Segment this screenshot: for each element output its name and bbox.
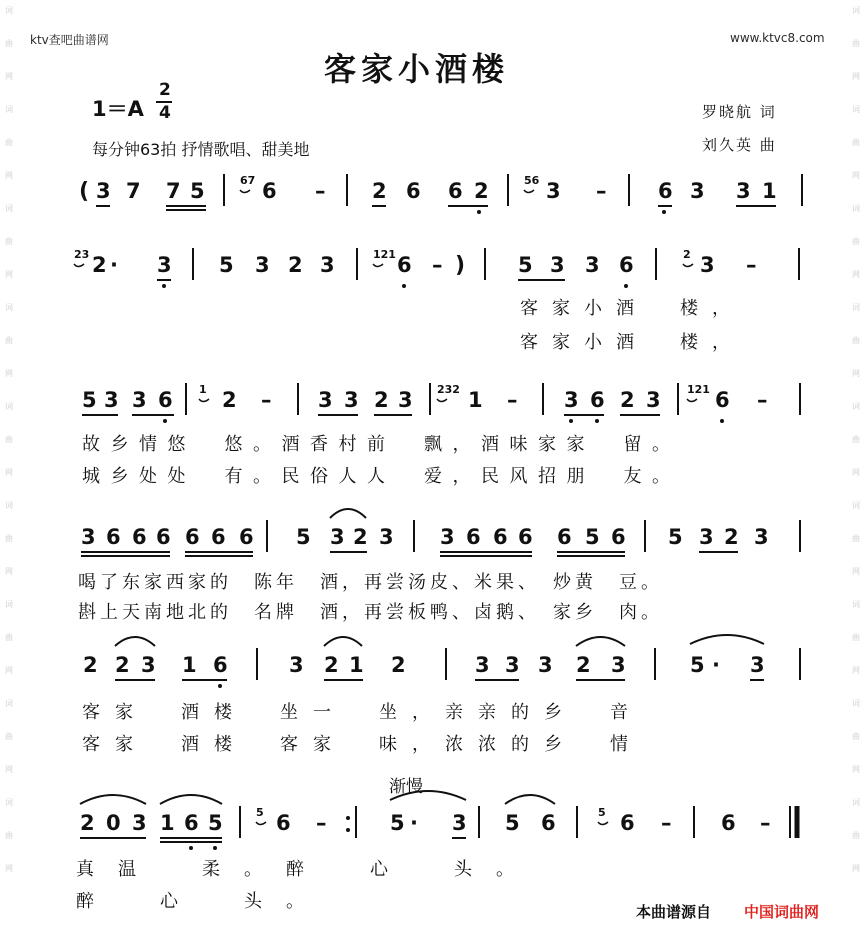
note: 6: [466, 525, 481, 549]
watermark-glyph: 网: [5, 171, 13, 180]
note: 2: [222, 388, 237, 412]
site-name-left: ktv查吧曲谱网: [30, 33, 109, 47]
lyricist-credit: 罗晓航 词: [702, 103, 777, 121]
watermark-glyph: 词: [5, 798, 13, 807]
watermark-glyph: 词: [5, 402, 13, 411]
watermark-glyph: 词: [5, 105, 13, 114]
ritardando-marking: 渐慢: [389, 777, 423, 797]
note: 6: [721, 811, 736, 835]
octave-dot: [213, 846, 217, 850]
watermark-glyph: 词: [5, 699, 13, 708]
note: 3: [440, 525, 455, 549]
note: 6: [262, 179, 277, 203]
watermark-glyph: 网: [5, 567, 13, 576]
watermark-glyph: 网: [5, 72, 13, 81]
note: 3: [564, 388, 579, 412]
watermark-glyph: 词: [852, 6, 860, 15]
note: 3: [289, 653, 304, 677]
note: 2: [324, 653, 339, 677]
note: 3: [132, 388, 147, 412]
grace-tie: [437, 399, 447, 402]
slur: [324, 637, 362, 646]
note: 2: [372, 179, 387, 203]
note: 6: [239, 525, 254, 549]
octave-dot: [595, 419, 599, 423]
note: 3: [318, 388, 333, 412]
note: 3: [330, 525, 345, 549]
note: 3: [611, 653, 626, 677]
note: 6: [611, 525, 626, 549]
watermark-glyph: 网: [852, 72, 860, 81]
watermark-glyph: 网: [852, 468, 860, 477]
note: 3: [452, 811, 467, 835]
paren: (: [79, 179, 90, 204]
note: 3: [538, 653, 553, 677]
note: 6: [541, 811, 556, 835]
note: 6: [397, 253, 412, 277]
note: 6: [184, 811, 199, 835]
watermark-glyph: 词: [852, 303, 860, 312]
note: 6: [658, 179, 673, 203]
watermark-glyph: 网: [852, 171, 860, 180]
note: 3: [505, 653, 520, 677]
note: 7: [126, 179, 141, 203]
note: 3: [646, 388, 661, 412]
note: 2: [353, 525, 368, 549]
watermark-glyph: 网: [852, 864, 860, 873]
note: 6: [276, 811, 291, 835]
note: 3: [398, 388, 413, 412]
source-site: 中国词曲网: [744, 903, 820, 921]
watermark-glyph: 网: [5, 666, 13, 675]
composer-credit: 刘久英 曲: [702, 136, 777, 154]
note: 5: [296, 525, 311, 549]
watermark-glyph: 网: [852, 765, 860, 774]
slur: [115, 637, 155, 646]
note: ·: [410, 811, 418, 835]
watermark-glyph: 词: [852, 204, 860, 213]
watermark-glyph: 曲: [5, 732, 13, 741]
note: 6: [493, 525, 508, 549]
grace-tie: [687, 399, 697, 402]
time-signature-top: 2: [159, 80, 171, 100]
note: 6: [620, 811, 635, 835]
key-signature: 1＝A: [92, 97, 144, 121]
note: –: [261, 388, 272, 412]
watermark-glyph: 曲: [852, 435, 860, 444]
grace-tie: [373, 264, 383, 267]
note: 3: [344, 388, 359, 412]
watermark-glyph: 词: [852, 600, 860, 609]
watermark-glyph: 词: [852, 699, 860, 708]
note: –: [661, 811, 672, 835]
octave-dot: [720, 419, 724, 423]
note: 6: [132, 525, 147, 549]
note: 6: [106, 525, 121, 549]
watermark-glyph: 词: [852, 501, 860, 510]
note: 2: [83, 653, 98, 677]
note: 5: [668, 525, 683, 549]
note: 2: [620, 388, 635, 412]
note: 6: [715, 388, 730, 412]
note: 3: [157, 253, 172, 277]
grace-note: 232: [437, 383, 460, 396]
watermark-glyph: 网: [5, 369, 13, 378]
lyric-line-5-verse1: 客家 酒楼 坐一 坐，亲亲的乡 音: [82, 702, 643, 723]
grace-tie: [524, 190, 534, 193]
grace-note: 23: [74, 248, 90, 261]
note: 3: [104, 388, 119, 412]
slur: [160, 795, 222, 804]
octave-dot: [569, 419, 573, 423]
watermark-glyph: 网: [852, 666, 860, 675]
octave-dot: [346, 828, 350, 832]
grace-tie: [199, 399, 209, 402]
note: 3: [96, 179, 111, 203]
watermark-glyph: 网: [852, 369, 860, 378]
grace-note: 2: [683, 248, 691, 261]
note: 3: [546, 179, 561, 203]
watermark-glyph: 曲: [5, 831, 13, 840]
octave-dot: [477, 210, 481, 214]
note: 2: [724, 525, 739, 549]
watermark-glyph: 曲: [852, 39, 860, 48]
note: 3: [736, 179, 751, 203]
note: –: [507, 388, 518, 412]
grace-note: 67: [240, 174, 256, 187]
note: 6: [518, 525, 533, 549]
note: 5: [690, 653, 705, 677]
watermark-glyph: 词: [5, 303, 13, 312]
note: 1: [762, 179, 777, 203]
note: 2: [374, 388, 389, 412]
note: 2: [474, 179, 489, 203]
note: 6: [185, 525, 200, 549]
grace-note: 121: [373, 248, 396, 261]
note: 0: [106, 811, 121, 835]
watermark-glyph: 词: [5, 204, 13, 213]
watermark-glyph: 曲: [5, 138, 13, 147]
watermark-glyph: 曲: [5, 237, 13, 246]
slur: [330, 509, 366, 518]
site-url-right: www.ktvc8.com: [730, 31, 825, 45]
note: 6: [590, 388, 605, 412]
note: 2: [576, 653, 591, 677]
watermark-glyph: 曲: [852, 633, 860, 642]
grace-note: 5: [598, 806, 606, 819]
note: 1: [182, 653, 197, 677]
note: 2: [80, 811, 95, 835]
note: 7: [166, 179, 181, 203]
note: –: [746, 253, 757, 277]
octave-dot: [162, 284, 166, 288]
note: 3: [700, 253, 715, 277]
note: 6: [156, 525, 171, 549]
note: 6: [406, 179, 421, 203]
grace-note: 5: [256, 806, 264, 819]
watermark-glyph: 词: [852, 798, 860, 807]
note: –: [596, 179, 607, 203]
note: 6: [158, 388, 173, 412]
octave-dot: [402, 284, 406, 288]
lyric-line-6-verse2: 醉 心 头。: [76, 891, 328, 912]
time-signature-bottom: 4: [159, 103, 171, 123]
note: 5: [390, 811, 405, 835]
note: 5: [219, 253, 234, 277]
watermark-glyph: 曲: [852, 237, 860, 246]
lyric-line-2-verse1: 客家小酒 楼，: [520, 298, 744, 319]
watermark-glyph: 词: [5, 501, 13, 510]
octave-dot: [163, 419, 167, 423]
slur: [690, 635, 764, 644]
note: 3: [750, 653, 765, 677]
note: –: [432, 253, 443, 277]
watermark-glyph: 网: [5, 270, 13, 279]
lyric-line-3-verse1: 故乡情悠 悠。酒香村前 飘，酒味家家 留。: [82, 434, 681, 455]
grace-tie: [74, 264, 84, 267]
octave-dot: [624, 284, 628, 288]
slur: [576, 637, 625, 646]
octave-dot: [662, 210, 666, 214]
slur: [80, 795, 146, 804]
note: –: [316, 811, 327, 835]
grace-note: 121: [687, 383, 710, 396]
note: 1: [349, 653, 364, 677]
octave-dot: [189, 846, 193, 850]
watermark-glyph: 网: [852, 270, 860, 279]
note: ·: [712, 653, 720, 677]
octave-dot: [346, 816, 350, 820]
note: 3: [320, 253, 335, 277]
note: 5: [505, 811, 520, 835]
watermark-glyph: 曲: [852, 336, 860, 345]
watermark-glyph: 曲: [852, 732, 860, 741]
watermark-glyph: 曲: [5, 336, 13, 345]
note: 3: [141, 653, 156, 677]
lyric-line-2-verse2: 客家小酒 楼，: [520, 332, 744, 353]
note: 2: [92, 253, 107, 277]
watermark-glyph: 词: [5, 600, 13, 609]
note: 3: [690, 179, 705, 203]
grace-note: 56: [524, 174, 540, 187]
note: –: [760, 811, 771, 835]
note: 1: [468, 388, 483, 412]
watermark-glyph: 曲: [852, 831, 860, 840]
watermark-glyph: 网: [5, 468, 13, 477]
watermark-glyph: 词: [5, 6, 13, 15]
song-title: 客家小酒楼: [324, 50, 510, 88]
lyric-line-4-verse1: 喝了东家西家的 陈年 酒，再尝汤皮、米果、 炒黄 豆。: [78, 572, 663, 593]
note: 3: [550, 253, 565, 277]
watermark-glyph: 曲: [852, 138, 860, 147]
watermark-glyph: 网: [5, 765, 13, 774]
grace-tie: [256, 822, 266, 825]
note: 3: [81, 525, 96, 549]
watermark-glyph: 曲: [5, 39, 13, 48]
tempo-marking: 每分钟63拍 抒情歌唱、甜美地: [92, 140, 310, 159]
note: 3: [754, 525, 769, 549]
note: ·: [110, 253, 118, 277]
note: 2: [391, 653, 406, 677]
lyric-line-5-verse2: 客家 酒楼 客家 味，浓浓的乡 情: [82, 734, 643, 755]
note: –: [757, 388, 768, 412]
watermark-glyph: 曲: [5, 633, 13, 642]
note: 3: [585, 253, 600, 277]
note: 5: [518, 253, 533, 277]
octave-dot: [218, 684, 222, 688]
note: 6: [211, 525, 226, 549]
lyric-line-4-verse2: 斟上天南地北的 名牌 酒，再尝板鸭、卤鹅、 家乡 肉。: [78, 602, 663, 623]
watermark-glyph: 词: [852, 105, 860, 114]
grace-note: 1: [199, 383, 207, 396]
note: 6: [448, 179, 463, 203]
slur: [505, 795, 555, 804]
note: 6: [619, 253, 634, 277]
note: 3: [475, 653, 490, 677]
note: 2: [288, 253, 303, 277]
grace-tie: [683, 264, 693, 267]
lyric-line-3-verse2: 城乡处处 有。民俗人人 爱，民风招朋 友。: [82, 466, 681, 487]
paren: ): [455, 253, 466, 278]
note: 3: [379, 525, 394, 549]
note: 1: [160, 811, 175, 835]
note: 6: [213, 653, 228, 677]
note: 5: [82, 388, 97, 412]
note: 5: [585, 525, 600, 549]
note: 5: [190, 179, 205, 203]
note: –: [315, 179, 326, 203]
note: 6: [557, 525, 572, 549]
note: 2: [115, 653, 130, 677]
watermark-glyph: 曲: [5, 435, 13, 444]
watermark-glyph: 词: [852, 402, 860, 411]
note: 3: [255, 253, 270, 277]
watermark-glyph: 网: [5, 864, 13, 873]
source-prefix: 本曲谱源自: [636, 903, 712, 921]
grace-tie: [240, 190, 250, 193]
grace-tie: [598, 822, 608, 825]
watermark-glyph: 曲: [852, 534, 860, 543]
note: 5: [208, 811, 223, 835]
note: 3: [132, 811, 147, 835]
watermark-glyph: 曲: [5, 534, 13, 543]
note: 3: [699, 525, 714, 549]
lyric-line-6-verse1: 真温 柔。醉 心 头。: [76, 859, 538, 880]
watermark-glyph: 网: [852, 567, 860, 576]
